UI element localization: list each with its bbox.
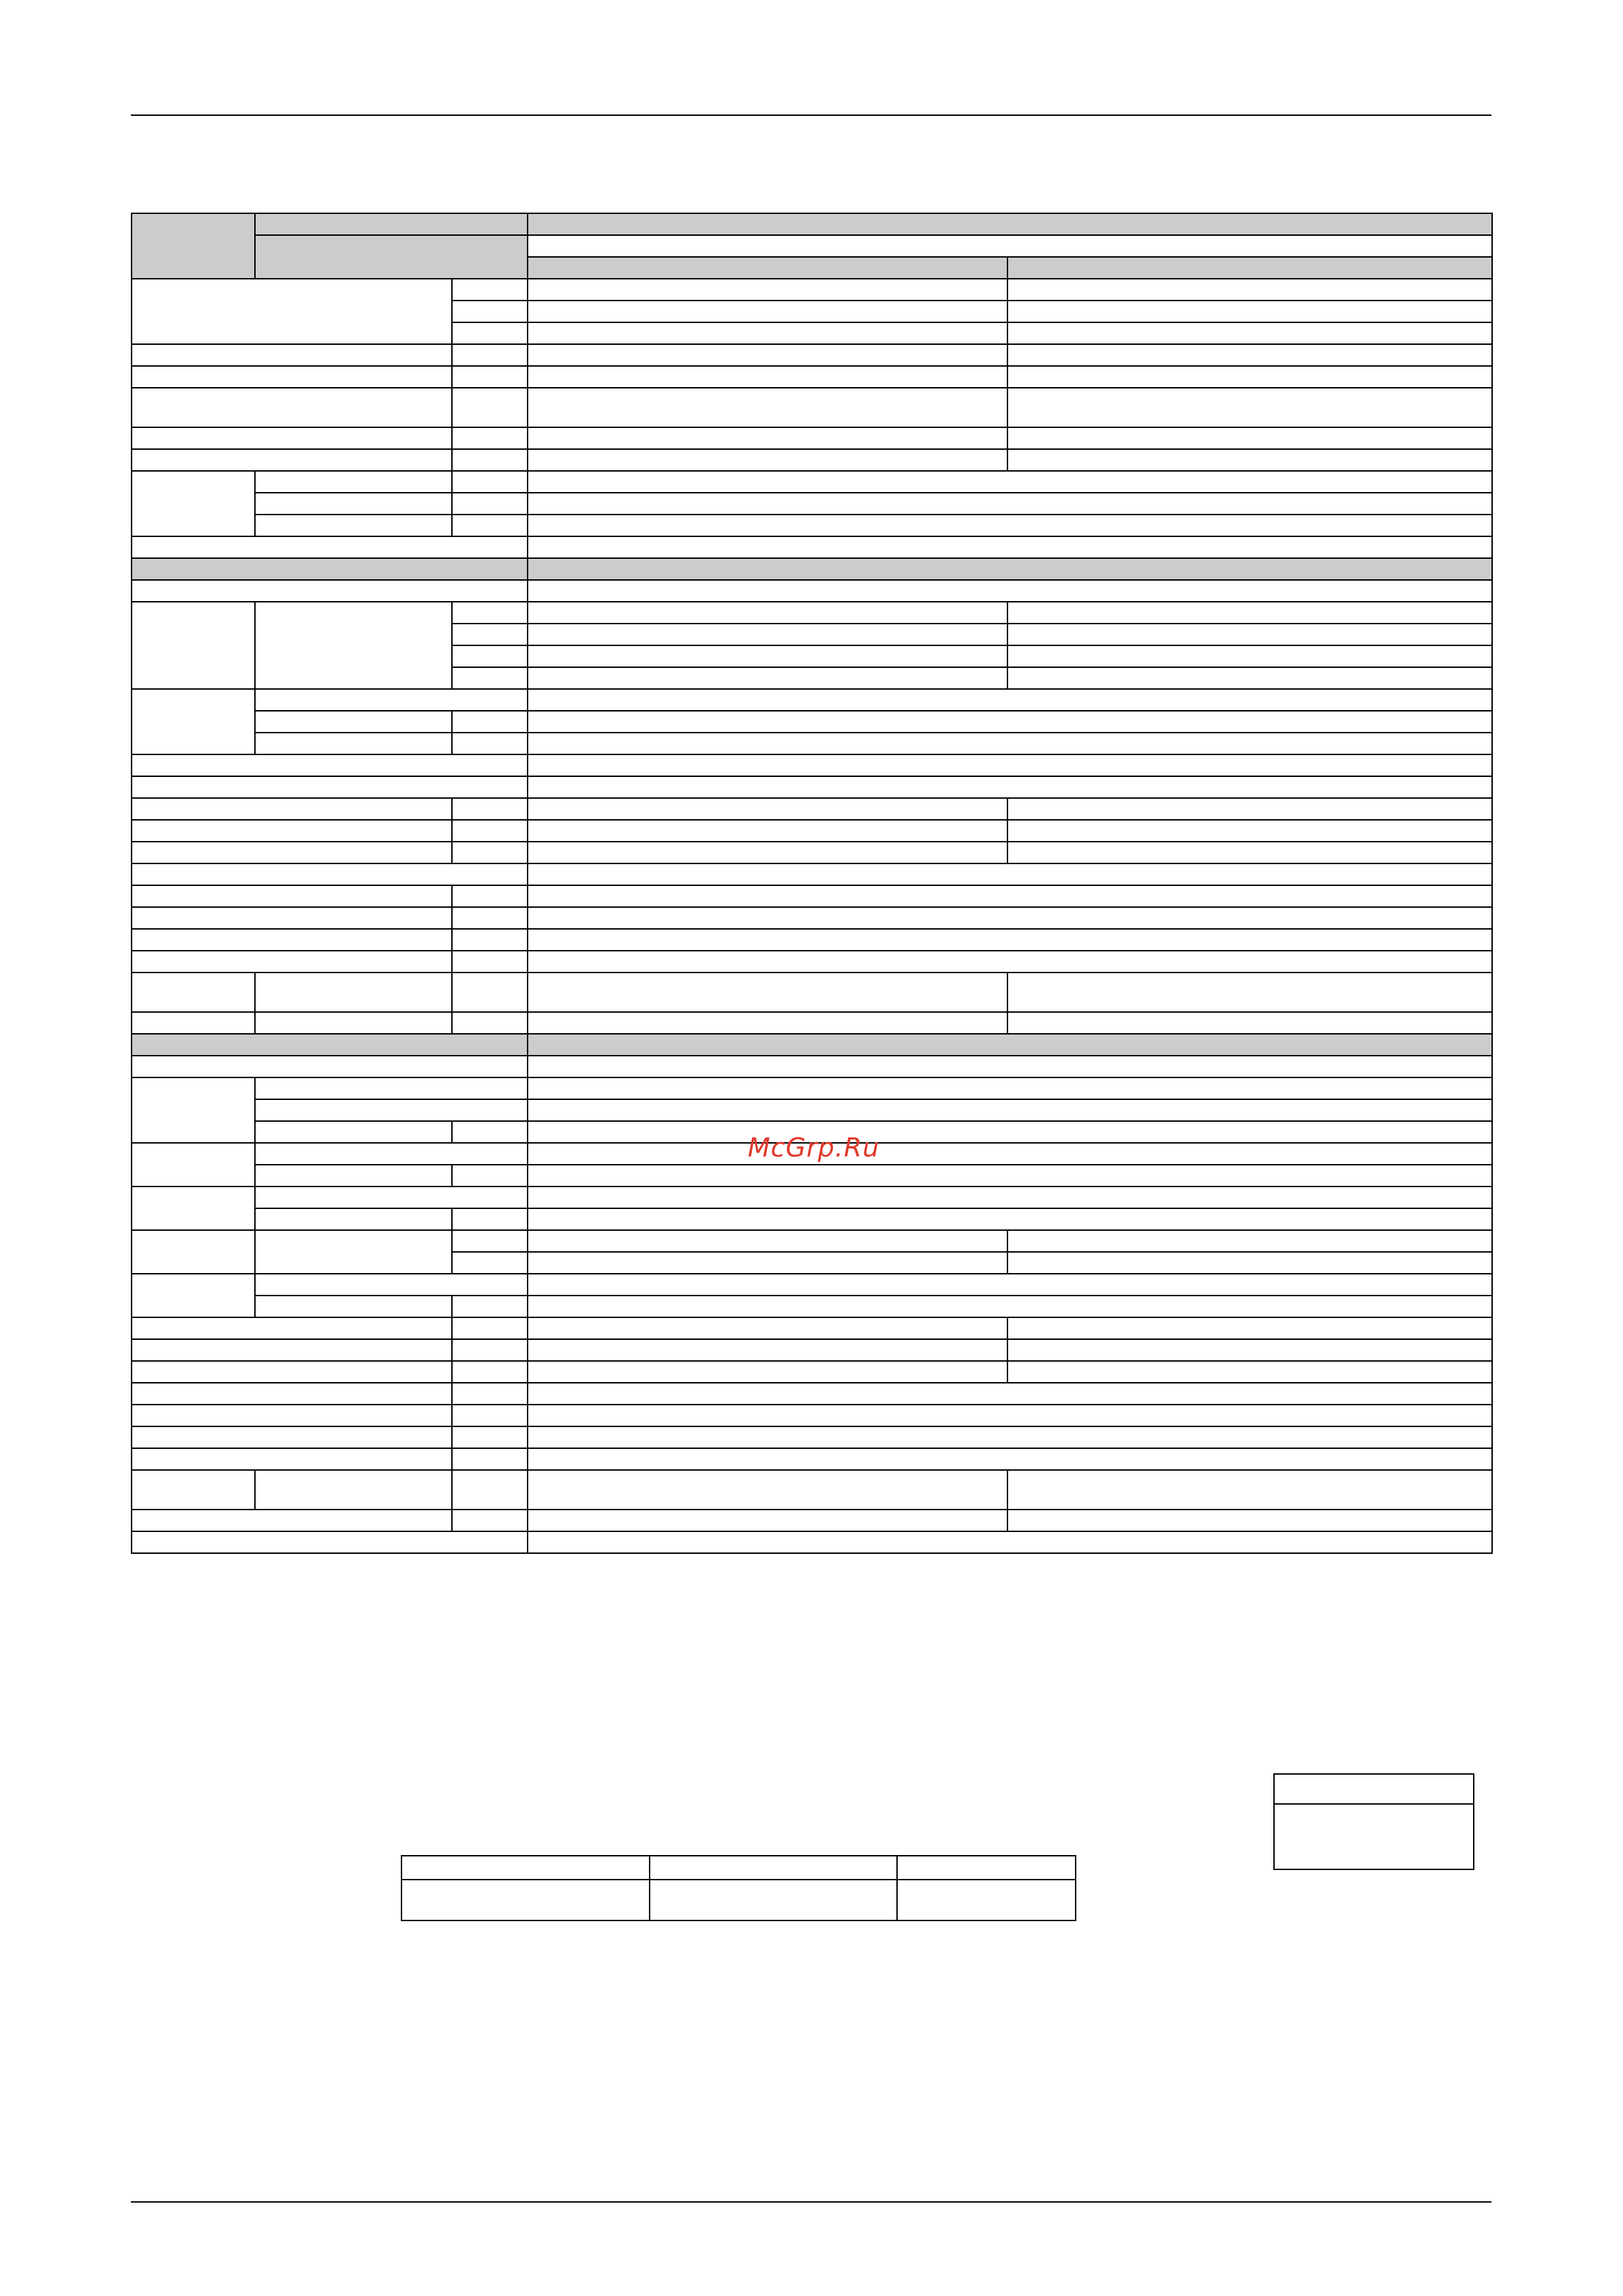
table-cell [528,1470,1007,1510]
table-cell [132,1143,255,1187]
table-cell [528,1187,1492,1208]
table-cell [1007,973,1492,1012]
table-row [401,1856,1076,1880]
table-row [132,493,1492,515]
table-cell [132,1012,255,1034]
table-row [132,1230,1492,1252]
table-cell [452,1230,528,1252]
table-cell [132,1383,452,1405]
table-cell [1007,602,1492,624]
table-cell [255,213,528,235]
table-cell [1007,1470,1492,1510]
table-row [132,1165,1492,1187]
table-cell [1007,798,1492,820]
table-row [132,1296,1492,1317]
table-cell [528,301,1007,322]
table-cell [528,907,1492,929]
table-cell [452,951,528,973]
table-cell [452,493,528,515]
table-cell [255,1274,528,1296]
table-cell [1007,842,1492,863]
table-cell [528,213,1492,235]
table-cell [1007,366,1492,388]
table-cell [132,213,255,279]
table-cell [132,427,452,449]
table-cell [528,1296,1492,1317]
table-cell [132,1317,452,1339]
table-cell [528,471,1492,493]
table-cell [132,1274,255,1317]
table-row [132,1056,1492,1077]
table-row [132,1339,1492,1361]
table-cell [528,580,1492,602]
table-cell [255,1296,452,1317]
table-cell [452,1448,528,1470]
table-cell [452,471,528,493]
table-cell [132,885,452,907]
table-cell [1007,624,1492,645]
table-cell [132,776,528,798]
table-cell [255,973,452,1012]
table-cell [452,1252,528,1274]
footer-table [401,1855,1076,1921]
table-cell [132,1531,528,1553]
table-cell [528,515,1492,536]
table-cell [132,754,528,776]
table-row [132,279,1492,301]
section-header-row [132,1034,1492,1056]
table-cell [255,602,452,689]
table-cell [132,1361,452,1383]
table-cell [528,1208,1492,1230]
table-cell [528,842,1007,863]
table-cell [132,798,452,820]
table-cell [1007,1361,1492,1383]
table-row [1274,1774,1474,1804]
table-row [401,1880,1076,1920]
table-cell [528,689,1492,711]
table-cell [528,951,1492,973]
specification-table [131,213,1493,1554]
table-cell [452,820,528,842]
table-row [1274,1804,1474,1869]
table-cell [528,645,1007,667]
table-row [132,602,1492,624]
table-cell [132,536,528,558]
table-cell [528,1252,1007,1274]
table-cell [528,235,1492,257]
table-row [132,689,1492,711]
table-cell [452,1317,528,1339]
table-cell [452,973,528,1012]
table-cell [452,449,528,471]
table-cell [132,471,255,536]
table-cell [132,558,528,580]
table-cell [528,366,1007,388]
table-cell [132,1187,255,1230]
table-cell [1007,667,1492,689]
table-row [132,1208,1492,1230]
table-cell [255,1121,452,1143]
table-cell [528,1230,1007,1252]
table-row [132,1361,1492,1383]
table-cell [132,1230,255,1274]
table-cell [132,602,255,689]
table-cell [528,863,1492,885]
table-cell [452,929,528,951]
table-row [132,776,1492,798]
table-cell [452,645,528,667]
table-cell [528,427,1007,449]
table-cell [401,1856,650,1880]
table-cell [528,667,1007,689]
table-row [132,929,1492,951]
table-row [132,1077,1492,1099]
table-row [132,842,1492,863]
table-cell [528,624,1007,645]
table-cell [452,1339,528,1361]
table-cell [528,449,1007,471]
table-cell [255,1012,452,1034]
table-row [132,1187,1492,1208]
table-cell [255,515,452,536]
table-cell [528,1099,1492,1121]
table-cell [1007,301,1492,322]
table-cell [528,344,1007,366]
table-cell [1007,1317,1492,1339]
table-cell [528,493,1492,515]
table-cell [528,602,1007,624]
table-row [132,1317,1492,1339]
table-cell [452,624,528,645]
table-cell [132,973,255,1012]
table-row [132,1274,1492,1296]
table-cell [1007,257,1492,279]
table-row [132,1426,1492,1448]
table-cell [132,689,255,754]
table-cell [1007,1510,1492,1531]
table-cell [452,1208,528,1230]
table-cell [528,279,1007,301]
table-cell [132,1426,452,1448]
table-cell [1007,427,1492,449]
table-cell [1274,1774,1474,1804]
watermark-text: McGrp.Ru [748,1133,880,1163]
note-box [1273,1773,1474,1870]
table-cell [452,1426,528,1448]
table-cell [650,1856,897,1880]
table-cell [528,1405,1492,1426]
table-row [132,1012,1492,1034]
table-row [132,427,1492,449]
table-cell [132,344,452,366]
table-row [132,388,1492,427]
table-cell [1007,1339,1492,1361]
table-cell [452,1165,528,1187]
table-cell [528,1531,1492,1553]
table-cell [255,689,528,711]
table-cell [452,667,528,689]
table-cell [132,366,452,388]
table-row [132,973,1492,1012]
table-row [132,1099,1492,1121]
table-cell [255,471,452,493]
table-cell [528,1121,1492,1143]
table-cell [132,842,452,863]
table-row [132,1531,1492,1553]
table-cell [1007,388,1492,427]
table-cell [132,1056,528,1077]
table-cell [132,388,452,427]
table-cell [452,366,528,388]
table-cell [528,1510,1007,1531]
table-cell [452,515,528,536]
table-cell [528,1143,1492,1165]
table-cell [452,1383,528,1405]
table-cell [132,449,452,471]
table-row [132,798,1492,820]
table-cell [452,711,528,733]
table-row [132,1405,1492,1426]
table-cell [132,1405,452,1426]
table-cell [132,1339,452,1361]
table-cell [452,733,528,754]
table-cell [452,1361,528,1383]
table-cell [132,580,528,602]
table-cell [528,820,1007,842]
table-cell [528,257,1007,279]
table-row [132,1470,1492,1510]
table-cell [452,1405,528,1426]
table-cell [255,493,452,515]
table-cell [255,1230,452,1274]
table-cell [528,776,1492,798]
table-row [132,951,1492,973]
table-cell [528,798,1007,820]
table-cell [528,754,1492,776]
table-cell [255,733,452,754]
table-row [132,885,1492,907]
table-cell [1007,1252,1492,1274]
table-cell [452,1296,528,1317]
table-row [132,344,1492,366]
table-row [132,536,1492,558]
table-cell [132,907,452,929]
table-row [132,1448,1492,1470]
table-cell [528,973,1007,1012]
table-cell [255,1099,528,1121]
table-cell [528,1056,1492,1077]
table-cell [528,733,1492,754]
table-row [132,449,1492,471]
section-header-row [132,558,1492,580]
table-cell [452,301,528,322]
table-cell [452,344,528,366]
table-cell [132,929,452,951]
table-row [132,515,1492,536]
table-cell [650,1880,897,1920]
table-cell [452,907,528,929]
table-cell [528,558,1492,580]
table-cell [452,427,528,449]
table-cell [452,1470,528,1510]
table-cell [1007,820,1492,842]
table-cell [452,388,528,427]
table-cell [528,1165,1492,1187]
table-cell [528,388,1007,427]
table-cell [132,951,452,973]
table-cell [528,929,1492,951]
table-cell [528,1361,1007,1383]
table-cell [452,322,528,344]
table-cell [452,1012,528,1034]
table-cell [255,1470,452,1510]
table-cell [255,1165,452,1187]
table-cell [1007,449,1492,471]
table-cell [1007,645,1492,667]
header-rule [131,114,1491,116]
table-cell [452,1121,528,1143]
table-cell [132,1510,452,1531]
table-cell [528,1012,1007,1034]
table-cell [255,711,452,733]
table-cell [528,1426,1492,1448]
table-row [132,907,1492,929]
table-cell [132,279,452,344]
table-cell [897,1880,1076,1920]
table-row [132,235,1492,257]
table-cell [1007,1012,1492,1034]
table-cell [528,1448,1492,1470]
table-cell [132,1470,255,1510]
table-cell [255,235,528,279]
table-row [132,733,1492,754]
footer-rule [131,2201,1491,2203]
table-cell [1007,279,1492,301]
table-cell [528,536,1492,558]
table-cell [452,842,528,863]
table-cell [1274,1804,1474,1869]
table-cell [255,1187,528,1208]
table-cell [528,885,1492,907]
table-cell [528,1034,1492,1056]
table-cell [452,1510,528,1531]
table-cell [528,1077,1492,1099]
table-cell [528,1274,1492,1296]
table-cell [255,1208,452,1230]
table-cell [452,798,528,820]
table-row [132,1383,1492,1405]
table-cell [132,863,528,885]
table-cell [1007,322,1492,344]
table-cell [132,820,452,842]
table-row [132,366,1492,388]
table-row [132,820,1492,842]
table-cell [132,1034,528,1056]
table-row [132,711,1492,733]
table-cell [528,1339,1007,1361]
table-row [132,471,1492,493]
table-cell [255,1143,528,1165]
table-cell [452,885,528,907]
table-row [132,580,1492,602]
table-cell [452,279,528,301]
table-cell [1007,344,1492,366]
table-cell [1007,1230,1492,1252]
table-cell [452,602,528,624]
table-cell [255,1077,528,1099]
table-row [132,863,1492,885]
table-cell [528,322,1007,344]
table-cell [528,1317,1007,1339]
table-cell [528,1383,1492,1405]
table-cell [401,1880,650,1920]
table-row [132,1510,1492,1531]
table-cell [528,711,1492,733]
table-cell [897,1856,1076,1880]
table-row [132,754,1492,776]
table-row [132,213,1492,235]
table-cell [132,1448,452,1470]
table-cell [132,1077,255,1143]
